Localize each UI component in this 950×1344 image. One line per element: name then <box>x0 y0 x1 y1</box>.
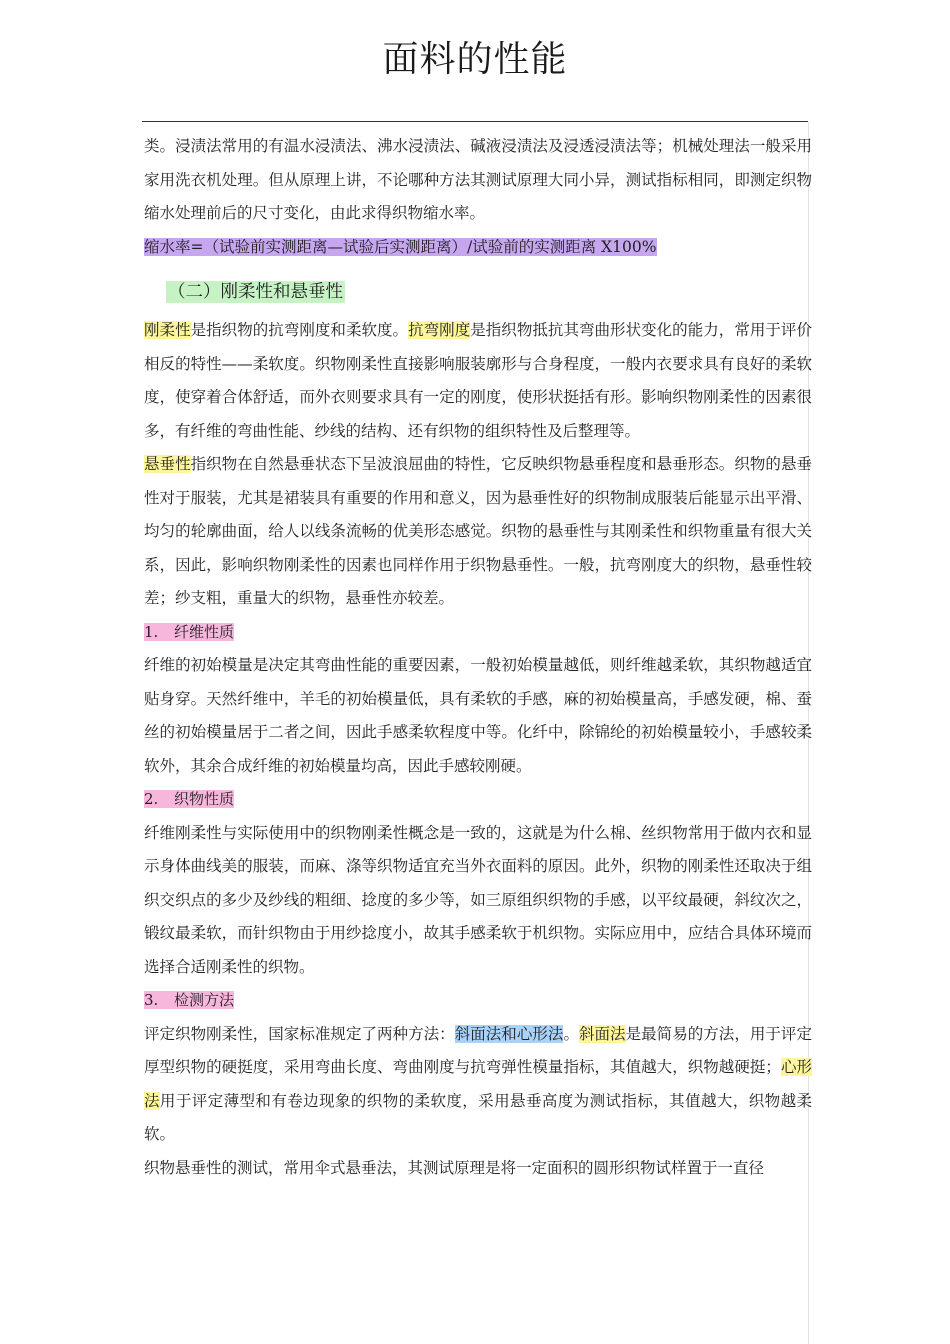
subheading-2-number: 2. <box>144 790 159 808</box>
stiffness-paragraph <box>144 314 812 448</box>
test-method-text-3: 是最简易的方法，用于评定厚型织物的硬挺度，采用弯曲长度、弯曲刚度与抗弯弹性模量指标，其值越大，织物越硬挺； <box>144 1024 812 1076</box>
stiffness-text-1: 是指织物的抗弯刚度和柔软度。 <box>190 321 409 339</box>
subheading-3 <box>144 984 812 1018</box>
subheading-3-number: 3. <box>144 991 159 1009</box>
term-bending-rigidity: 抗弯刚度 <box>408 321 471 339</box>
term-heart-loop-method: 心形法 <box>144 1058 812 1110</box>
subheading-2-highlight <box>144 790 234 808</box>
subheading-3-highlight <box>144 991 234 1009</box>
drape-paragraph <box>144 448 812 616</box>
section-heading <box>166 274 812 310</box>
subheading-1-highlight <box>144 623 234 641</box>
subheading-1-label: 纤维性质 <box>174 622 235 641</box>
drape-test-paragraph: 织物悬垂性的测试，常用伞式悬垂法，其测试原理是将一定面积的圆形织物试样置于一直径 <box>144 1158 765 1177</box>
stiffness-text-2: 是指织物抵抗其弯曲形状变化的能力，常用于评价相反的特性——柔软度。织物刚柔性直接影响服装廓形与合身程度，一般内衣要求具有良好的柔软度，使穿着合体舒适，而外衣则要求具有一定的刚度，使形状挺括有形。影响织物刚柔性的因素很多，有纤维的弯曲性能、纱线的结构、还有织物的组织特性及后整理等。 <box>144 321 812 440</box>
fabric-paragraph: 纤维刚柔性与实际使用中的织物刚柔性概念是一致的，这就是为什么棉、丝织物常用于做内衣和显示身体曲线美的服装，而麻、涤等织物适宜充当外衣面料的原因。此外，织物的刚柔性还取决于组织交织点的多少及纱线的粗细、捻度的多少等，如三原组织织物的手感，以平纹最硬，斜纹次之，锻纹最柔软，而针织物由于用纱捻度小，故其手感柔软于机织物。实际应用中，应结合具体环境而选择合适刚柔性的织物。 <box>144 823 812 976</box>
test-methods-highlight: 斜面法和心形法 <box>454 1024 564 1043</box>
fiber-paragraph: 纤维的初始模量是决定其弯曲性能的重要因素，一般初始模量越低，则纤维越柔软，其织物越适宜贴身穿。天然纤维中，羊毛的初始模量低，具有柔软的手感，麻的初始模量高，手感发硬，棉、蚕丝的初始模量居于二者之间，因此手感柔软程度中等。化纤中，除锦纶的初始模量较小，手感较柔软外，其余合成纤维的初始模量均高，因此手感较刚硬。 <box>144 656 812 775</box>
subheading-1-number: 1. <box>144 622 159 641</box>
subheading-2-label: 织物性质 <box>174 790 235 808</box>
test-method-text-2: 。 <box>563 1024 579 1043</box>
intro-paragraph: 类。浸渍法常用的有温水浸渍法、沸水浸渍法、碱液浸渍法及浸透浸渍法等；机械处理法一般采用家用洗衣机处理。但从原理上讲，不论哪种方法其测试原理大同小异，测试指标相同，即测定织物缩水处理前后的尺寸变化，由此求得织物缩水率。 <box>144 137 812 222</box>
formula-highlight: 缩水率=（试验前实测距离—试验后实测距离）/试验前的实测距离 X100% <box>144 237 657 256</box>
shrinkage-formula <box>144 231 812 265</box>
header-divider <box>142 121 808 122</box>
test-method-text-1: 评定织物刚柔性，国家标准规定了两种方法： <box>144 1024 455 1043</box>
document-body <box>144 130 812 1185</box>
subheading-1 <box>144 616 812 650</box>
test-method-text-4: 用于评定薄型和有卷边现象的织物的柔软度，采用悬垂高度为测试指标，其值越大，织物越柔软。 <box>144 1091 812 1143</box>
term-drape: 悬垂性 <box>144 455 191 473</box>
test-method-paragraph <box>144 1018 812 1152</box>
page-title: 面料的性能 <box>382 39 568 80</box>
section-heading-text: （二）刚柔性和悬垂性 <box>168 282 343 302</box>
term-stiffness: 刚柔性 <box>144 321 191 339</box>
term-slope-method: 斜面法 <box>578 1024 626 1043</box>
drape-text: 指织物在自然悬垂状态下呈波浪屈曲的特性，它反映织物悬垂程度和悬垂形态。织物的悬垂性对于服装，尤其是裙装具有重要的作用和意义，因为悬垂性好的织物制成服装后能显示出平滑、均匀的轮廓曲面，给人以线条流畅的优美形态感觉。织物的悬垂性与其刚柔性和织物重量有很大关系，因此，影响织物刚柔性的因素也同样作用于织物悬垂性。一般，抗弯刚度大的织物，悬垂性较差；纱支粗，重量大的织物，悬垂性亦较差。 <box>144 455 812 607</box>
subheading-2 <box>144 783 812 817</box>
subheading-3-label: 检测方法 <box>174 991 235 1009</box>
